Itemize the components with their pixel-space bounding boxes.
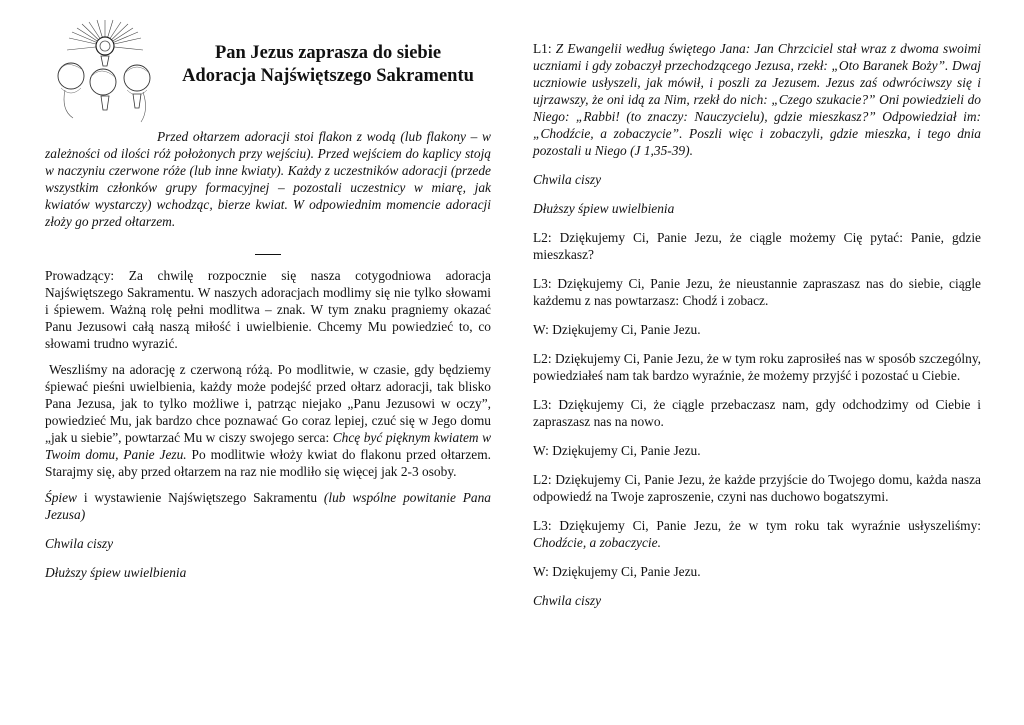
left-column (45, 40, 491, 581)
exposition-song-label: Śpiew (45, 490, 77, 505)
reader-3-line-3 (533, 517, 981, 551)
rose-paragraph-text-b: Po modlitwie włoży kwiat do flakonu przed ołtarzem. Starajmy się, aby przed ołtarzem na raz nie modliło się więcej jak 2-3 osoby. (45, 447, 491, 479)
response-2: W: Dziękujemy Ci, Panie Jezu. (533, 443, 701, 458)
reader-2-line-2: L2: Dziękujemy Ci, Panie Jezu, że w tym roku zaprosiłeś nas w sposób szczególny, powiedziałeś nam tak bardzo wyraźnie, że możemy przyjść i pozostać u Ciebie. (533, 351, 981, 383)
monstrance-children-illustration-icon (43, 18, 163, 126)
reader-3-line-3-text: L3: Dziękujemy Ci, Panie Jezu, że w tym roku tak wyraźnie usłyszeliśmy: (533, 518, 981, 533)
exposition-paragraph (45, 489, 491, 523)
exposition-text: i wystawienie Najświętszego Sakramentu (77, 490, 324, 505)
page-title (163, 42, 493, 88)
response-3: W: Dziękujemy Ci, Panie Jezu. (533, 564, 701, 579)
reader-2-line-1: L2: Dziękujemy Ci, Panie Jezu, że ciągle możemy Cię pytać: Panie, gdzie mieszkasz? (533, 230, 981, 262)
title-line-1: Pan Jezus zaprasza do siebie (214, 43, 442, 63)
reader-3-line-3-quote: Chodźcie, a zobaczycie. (533, 535, 661, 550)
reader-3-line-2: L3: Dziękujemy Ci, że ciągle przebaczasz nam, gdy odchodzimy od Ciebie i zapraszasz nas na nowo. (533, 397, 981, 429)
leader-paragraph: Prowadzący: Za chwilę rozpocznie się nasza cotygodniowa adoracja Najświętszego Sakramentu. W naszych adoracjach modlimy się nie tylko słowami i śpiewem. Ważną rolę pełni modlitwa – znak. W tym znaku pragniemy okazać Panu Jezusowi całą naszą miłość i uwielbienie. Chcemy Mu powiedzieć to, co słowami trudno wyrazić. (45, 268, 491, 351)
response-1: W: Dziękujemy Ci, Panie Jezu. (533, 322, 701, 337)
silence-label-right: Chwila ciszy (533, 172, 602, 187)
exposition-note: (lub wspólne powitanie Pana Jezusa) (45, 490, 491, 522)
reader-3-line-1: L3: Dziękujemy Ci, Panie Jezu, że nieustannie zapraszasz nas do siebie, ciągle każdemu z nas powtarzasz: Chodź i zobacz. (533, 276, 981, 308)
gospel-reading (533, 40, 981, 159)
section-divider (45, 242, 491, 259)
header (45, 40, 491, 126)
rose-paragraph (45, 361, 491, 480)
song-label: Dłuższy śpiew uwielbienia (45, 565, 187, 580)
rose-paragraph-prayer: Chcę być pięknym kwiatem w Twoim domu, Panie Jezu. (45, 430, 491, 462)
silence-label-end: Chwila ciszy (533, 593, 602, 608)
title-line-2: Adoracja Najświętszego Sakramentu (182, 66, 474, 86)
silence-label: Chwila ciszy (45, 536, 114, 551)
intro-instructions: Przed ołtarzem adoracji stoi flakon z wodą (lub flakony – w zależności od ilości róż położonych przy wejściu). Przed wejściem do kaplicy stoją w naczyniu czerwone róże (lub inne kwiaty). Każdy z uczestników adoracji (przede wszystkim członków grupy formacyjnej – pozostali uczestnicy w miarę, jak kwiatów wystarczy) wchodząc, bierze kwiat. W odpowiednim momencie adoracji złoży go przed ołtarzem. (45, 129, 491, 229)
rose-paragraph-text-a: Weszliśmy na adorację z czerwoną różą. Po modlitwie, w czasie, gdy będziemy śpiewać pieśni uwielbienia, każdy może podejść przed ołtarz adoracji, tak blisko Pana Jezusa, jak to tylko możliwe i, patrząc niejako „Panu Jezusowi w oczy”, powiedzieć Mu, jak bardzo chce poznawać Go coraz lepiej, czuć się w Jego domu „jak u siebie”, powtarzać Mu w ciszy swojego serca: (45, 362, 491, 445)
reader-1-label: L1: (533, 41, 556, 56)
song-label-right: Dłuższy śpiew uwielbienia (533, 201, 675, 216)
right-column (533, 40, 981, 621)
gospel-text: Z Ewangelii według świętego Jana: Jan Chrzciciel stał wraz z dwoma swoimi uczniami i gdy zobaczył przechodzącego Jezusa, rzekł: „Oto Baranek Boży”. Dwaj uczniowie usłyszeli, jak mówił, i poszli za Jezusem. Jezus zaś odwróciwszy się i ujrzawszy, że oni idą za Nim, rzekł do nich: „Czego szukacie?” Oni powiedzieli do Niego: „Rabbi! (to znaczy: Nauczycielu), gdzie mieszkasz?” Odpowiedział im: „Chodźcie, a zobaczycie”. Poszli więc i zobaczyli, gdzie mieszka, i tego dnia pozostali u Niego (J 1,35-39). (533, 41, 981, 158)
reader-2-line-3: L2: Dziękujemy Ci, Panie Jezu, że każde przyjście do Twojego domu, każda nasza odpowiedź na Twoje zaproszenie, czyni nas duchowo bogatszymi. (533, 472, 981, 504)
